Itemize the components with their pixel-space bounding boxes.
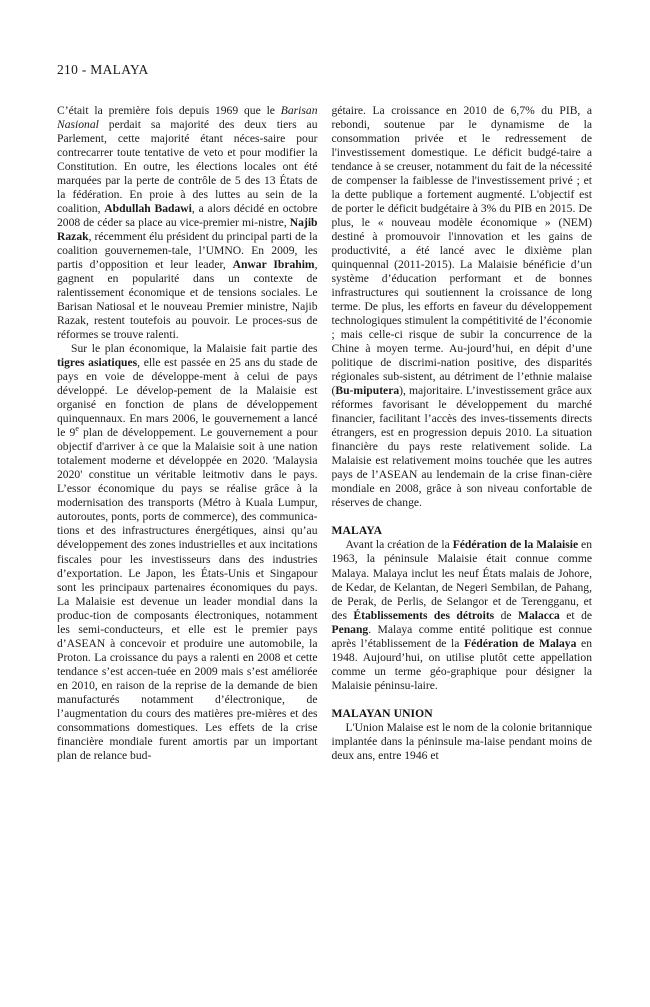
body-paragraph	[332, 104, 593, 510]
text-run: Avant la création de la	[345, 538, 453, 552]
section-spacer	[332, 693, 593, 707]
emphasis-bold: Bu-miputera	[335, 384, 400, 398]
text-run: L'Union Malaise est le nom de la colonie britannique implantée dans la péninsule ma-laise pendant moins de deux ans, entre 1946 et	[331, 720, 592, 762]
section-heading: MALAYA	[331, 524, 383, 538]
text-run: , a alors décidé en octobre 2008 de céder sa place au vice-premier mi-nistre,	[57, 202, 318, 230]
emphasis-bold: Fédération de la Malaisie	[452, 538, 579, 552]
text-run: C’était la première fois depuis 1969 que le	[57, 104, 281, 117]
text-run: de	[494, 608, 518, 622]
text-run: et de	[559, 608, 593, 622]
emphasis-bold: Penang	[331, 622, 369, 636]
running-head: 210 - MALAYA	[57, 62, 149, 77]
emphasis-bold: tigres asiatiques	[57, 356, 138, 370]
text-run: , gagnent en popularité dans un contexte de ralentissement économique et de tensions sociales. Le Barisan Natiosal et le nouveau Premier ministre, Najib Razak, restent toutefois au pouvoir. Le proces-sus de réformes se trouve ralenti.	[57, 258, 318, 342]
emphasis-bold: Établissements des détroits	[353, 608, 495, 622]
text-column-right	[332, 104, 593, 949]
emphasis-bold: Fédération de Malaya	[464, 636, 577, 650]
section-spacer	[332, 510, 593, 524]
text-run: gétaire. La croissance en 2010 de 6,7% du PIB, a rebondi, soutenue par le dynamisme de la consommation privée et le redressement de l'investissement domestique. Le déficit budgé-taire a tendance à se creuser, notamment du fait de la nécessité de compenser la faiblesse de l'investissement privé ; et la dette publique a fortement augmenté. L'objectif est de porter le déficit budgétaire à 3% du PIB en 2015. De plus, le « nouveau modèle économique » (NEM) destiné à promouvoir l'innovation et les gains de productivité, a été lancé avec le dixième plan quinquennal (2011-2015). La Malaisie bénéficie d’un système d’éducation performant et de bonnes infrastructures qui soutiennent la croissance de long terme. De plus, les efforts en faveur du développement technologiques stimulent la compétitivité de l’économie ; mais celle-ci risque de subir la concurrence de la Chine à moyen terme. Au-jourd’hui, en dépit d’une politique de discrimi-nation positive, des disparités régionales sub-sistent, au détriment de l’ethnie malaise (	[331, 104, 592, 398]
emphasis-bold: Malacca	[518, 608, 560, 622]
text-run: , récemment élu président du principal parti de la coalition gouvernemen-tale, l’UMNO. En 2009, les partis d’opposition et leur leader,	[57, 230, 318, 272]
text-run: ), majoritaire. L’investissement grâce aux réformes favorisant le développement du marché financier, facilitant l’accès des inves-tissements directs étrangers, est en progression depuis 2010. La situation financière du pays reste relativement solide. La Malaisie est relativement moins touchée que les autres pays de l’ASEAN au lendemain de la crise finan-cière mondiale en 2008, grâce à son niveau confortable de réserves de change.	[331, 384, 592, 510]
text-run: perdait sa majorité des deux tiers au Parlement, cette majorité étant néces-saire pour contrecarrer toute tentative de veto et pour modifier la Constitution. En outre, les élections locales ont été marquées par la perte de contrôle de 5 des 13 États de la fédération. En proie à des luttes au sein de la coalition,	[57, 118, 318, 216]
emphasis-bold: Najib Razak	[57, 216, 318, 244]
body-paragraph	[57, 342, 318, 762]
text-run: en 1948. Aujourd’hui, on utilise plutôt cette appellation comme un terme géo-graphique pour désigner la Malaisie péninsu-laire.	[331, 636, 592, 692]
emphasis-bold: Anwar Ibrahim	[232, 258, 315, 272]
text-run: , elle est passée en 25 ans du stade de pays en voie de développe-ment à celui de pays développé. Le dévelop-pement de la Malaisie est organisé en fonction de plans de développement quinquennaux. En mars 2006, le gouvernement a lancé le 9	[57, 356, 318, 440]
body-paragraph	[332, 538, 593, 692]
emphasis-bold: Abdullah Badawi	[104, 202, 192, 216]
ordinal-superscript: e	[75, 424, 79, 434]
text-column-left	[57, 104, 318, 949]
text-run: en 1963, la péninsule Malaisie était connue comme Malaya. Malaya inclut les neuf États malais de Johore, de Kedar, de Kelantan, de Negeri Sembilan, de Pahang, de Perak, de Perlis, de Selangor et de Terengganu, et des	[331, 538, 592, 622]
emphasis-italic: Barisan Nasional	[57, 104, 318, 132]
text-run: plan de développement. Le gouvernement a pour objectif d'arriver à ce que la Malaisie soit à une nation totalement moderne et développée en 2020. 'Malaysia 2020' constitue un véritable leitmotiv dans le pays. L’essor économique du pays se réalise grâce à la modernisation des transports (Métro à Kuala Lumpur, autoroutes, ponts, ports de commerce), des communica-tions et des infrastructures énergétiques, ainsi qu’au développement des zones industrielles et aux incitations fiscales pour les investisseurs dans des industries d’exportation. Le Japon, les États-Unis et Singapour sont les principaux partenaires économiques du pays. La Malaisie est devenue un leader mondial dans la produc-tion de composants électroniques, notamment les semi-conducteurs, et elle est le premier pays d’ASEAN à concevoir et produire une automobile, la Proton. La croissance du pays a ralenti en 2008 et cette tendance s’est accen-tuée en 2009 mais s’est améliorée en 2010, en raison de la reprise de la demande de bien manufacturés notamment d’électronique, de l’augmentation du cours des matières pre-mières et des consommations domestiques. Les effets de la crise financière mondiale furent amortis par un important plan de relance bud-	[57, 426, 318, 762]
section-heading: MALAYAN UNION	[331, 706, 433, 720]
text-run: . Malaya comme entité politique est connue après l’établissement de la	[331, 622, 592, 650]
text-run: Sur le plan économique, la Malaisie fait partie des	[71, 342, 318, 356]
body-paragraph	[57, 104, 318, 342]
two-column-body	[57, 104, 592, 949]
body-paragraph	[332, 721, 593, 763]
